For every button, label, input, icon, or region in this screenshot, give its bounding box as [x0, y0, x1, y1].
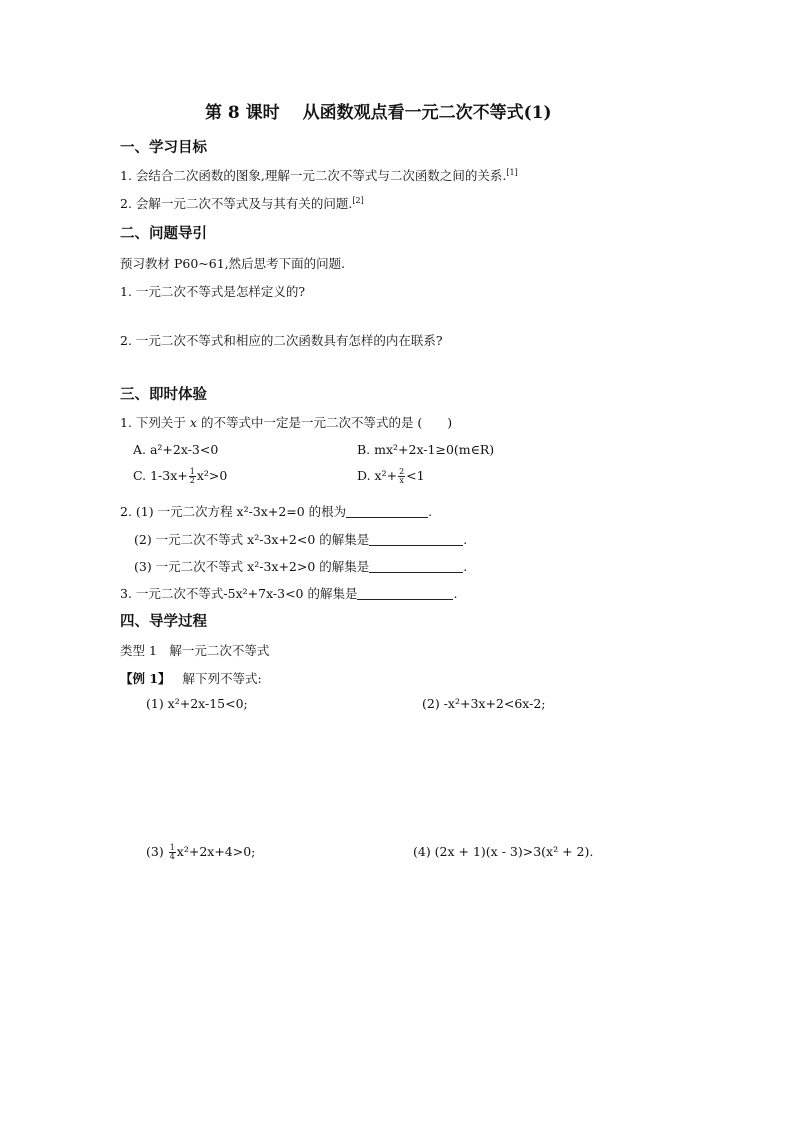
pq1-var: x	[189, 415, 197, 430]
pq2b-text: (2) 一元二次不等式 x²-3x+2<0 的解集是	[134, 532, 370, 547]
option-a: A. a²+2x-3<0	[133, 442, 219, 457]
option-d-post: <1	[406, 468, 425, 483]
pq2a-text: 2. (1) 一元二次方程 x²-3x+2=0 的根为	[120, 504, 347, 519]
option-d-pre: D. x²+	[357, 468, 398, 483]
option-d-num: 2	[399, 467, 405, 476]
pq2c-period: .	[463, 559, 468, 574]
practice-question-1	[120, 413, 452, 431]
practice-question-2a	[120, 502, 432, 520]
section-heading-process: 四、导学过程	[120, 613, 207, 630]
type-1-heading: 类型 1 解一元二次不等式	[120, 643, 270, 658]
practice-question-2b	[134, 530, 467, 548]
pq1-pre: 1. 下列关于	[120, 415, 186, 430]
goal-item-1-ref: [1]	[506, 167, 518, 177]
goal-item-2-ref: [2]	[352, 195, 364, 205]
problem-3	[146, 844, 255, 861]
example-1-text: 解下列不等式:	[182, 671, 262, 686]
option-c-num: 1	[189, 467, 195, 476]
option-b: B. mx²+2x-1≥0(m∈R)	[357, 442, 495, 457]
answer-blank-2a[interactable]	[346, 505, 428, 518]
answer-blank-3[interactable]	[357, 587, 453, 600]
section-heading-questions: 二、问题导引	[120, 225, 207, 242]
pq2a-period: .	[428, 504, 433, 519]
pq2c-text: (3) 一元二次不等式 x²-3x+2>0 的解集是	[134, 559, 370, 574]
problem-3-den: 4	[169, 852, 175, 861]
pq2b-period: .	[463, 532, 468, 547]
option-c-pre: C. 1-3x+	[133, 468, 188, 483]
example-1	[120, 669, 262, 687]
option-d-fraction	[398, 468, 405, 485]
option-d	[357, 468, 425, 485]
goal-item-1-text: 1. 会结合二次函数的图象,理解一元二次不等式与二次函数之间的关系.	[120, 168, 507, 183]
answer-blank-2b[interactable]	[369, 533, 463, 546]
pq3-period: .	[453, 586, 458, 601]
option-d-den: x	[399, 476, 404, 485]
guide-question-1: 1. 一元二次不等式是怎样定义的?	[120, 284, 306, 299]
goal-item-2	[120, 194, 364, 212]
option-c	[133, 468, 227, 485]
pq1-post: 的不等式中一定是一元二次不等式的是 ( )	[200, 415, 453, 430]
problem-3-fraction	[169, 844, 176, 861]
problem-1: (1) x²+2x-15<0;	[146, 696, 248, 711]
pq3-text: 3. 一元二次不等式-5x²+7x-3<0 的解集是	[120, 586, 358, 601]
problem-3-num: 1	[169, 843, 175, 852]
problem-3-post: x²+2x+4>0;	[176, 844, 256, 859]
practice-question-3	[120, 584, 457, 602]
section-heading-goals: 一、学习目标	[120, 139, 207, 156]
problem-2: (2) -x²+3x+2<6x-2;	[422, 696, 546, 711]
answer-blank-2c[interactable]	[369, 560, 463, 573]
option-c-den: 2	[189, 476, 195, 485]
example-1-label: 【例 1】	[120, 671, 171, 686]
problem-4: (4) (2x + 1)(x - 3)>3(x² + 2).	[413, 844, 594, 859]
preview-intro: 预习教材 P60~61,然后思考下面的问题.	[120, 256, 346, 271]
section-heading-practice: 三、即时体验	[120, 386, 207, 403]
problem-3-pre: (3)	[146, 844, 168, 859]
goal-item-1	[120, 166, 518, 184]
practice-question-2c	[134, 557, 467, 575]
guide-question-2: 2. 一元二次不等式和相应的二次函数具有怎样的内在联系?	[120, 333, 443, 348]
option-c-post: x²>0	[196, 468, 228, 483]
page-title: 第 8 课时 从函数观点看一元二次不等式(1)	[205, 103, 552, 123]
option-c-fraction	[189, 468, 196, 485]
goal-item-2-text: 2. 会解一元二次不等式及与其有关的问题.	[120, 196, 353, 211]
